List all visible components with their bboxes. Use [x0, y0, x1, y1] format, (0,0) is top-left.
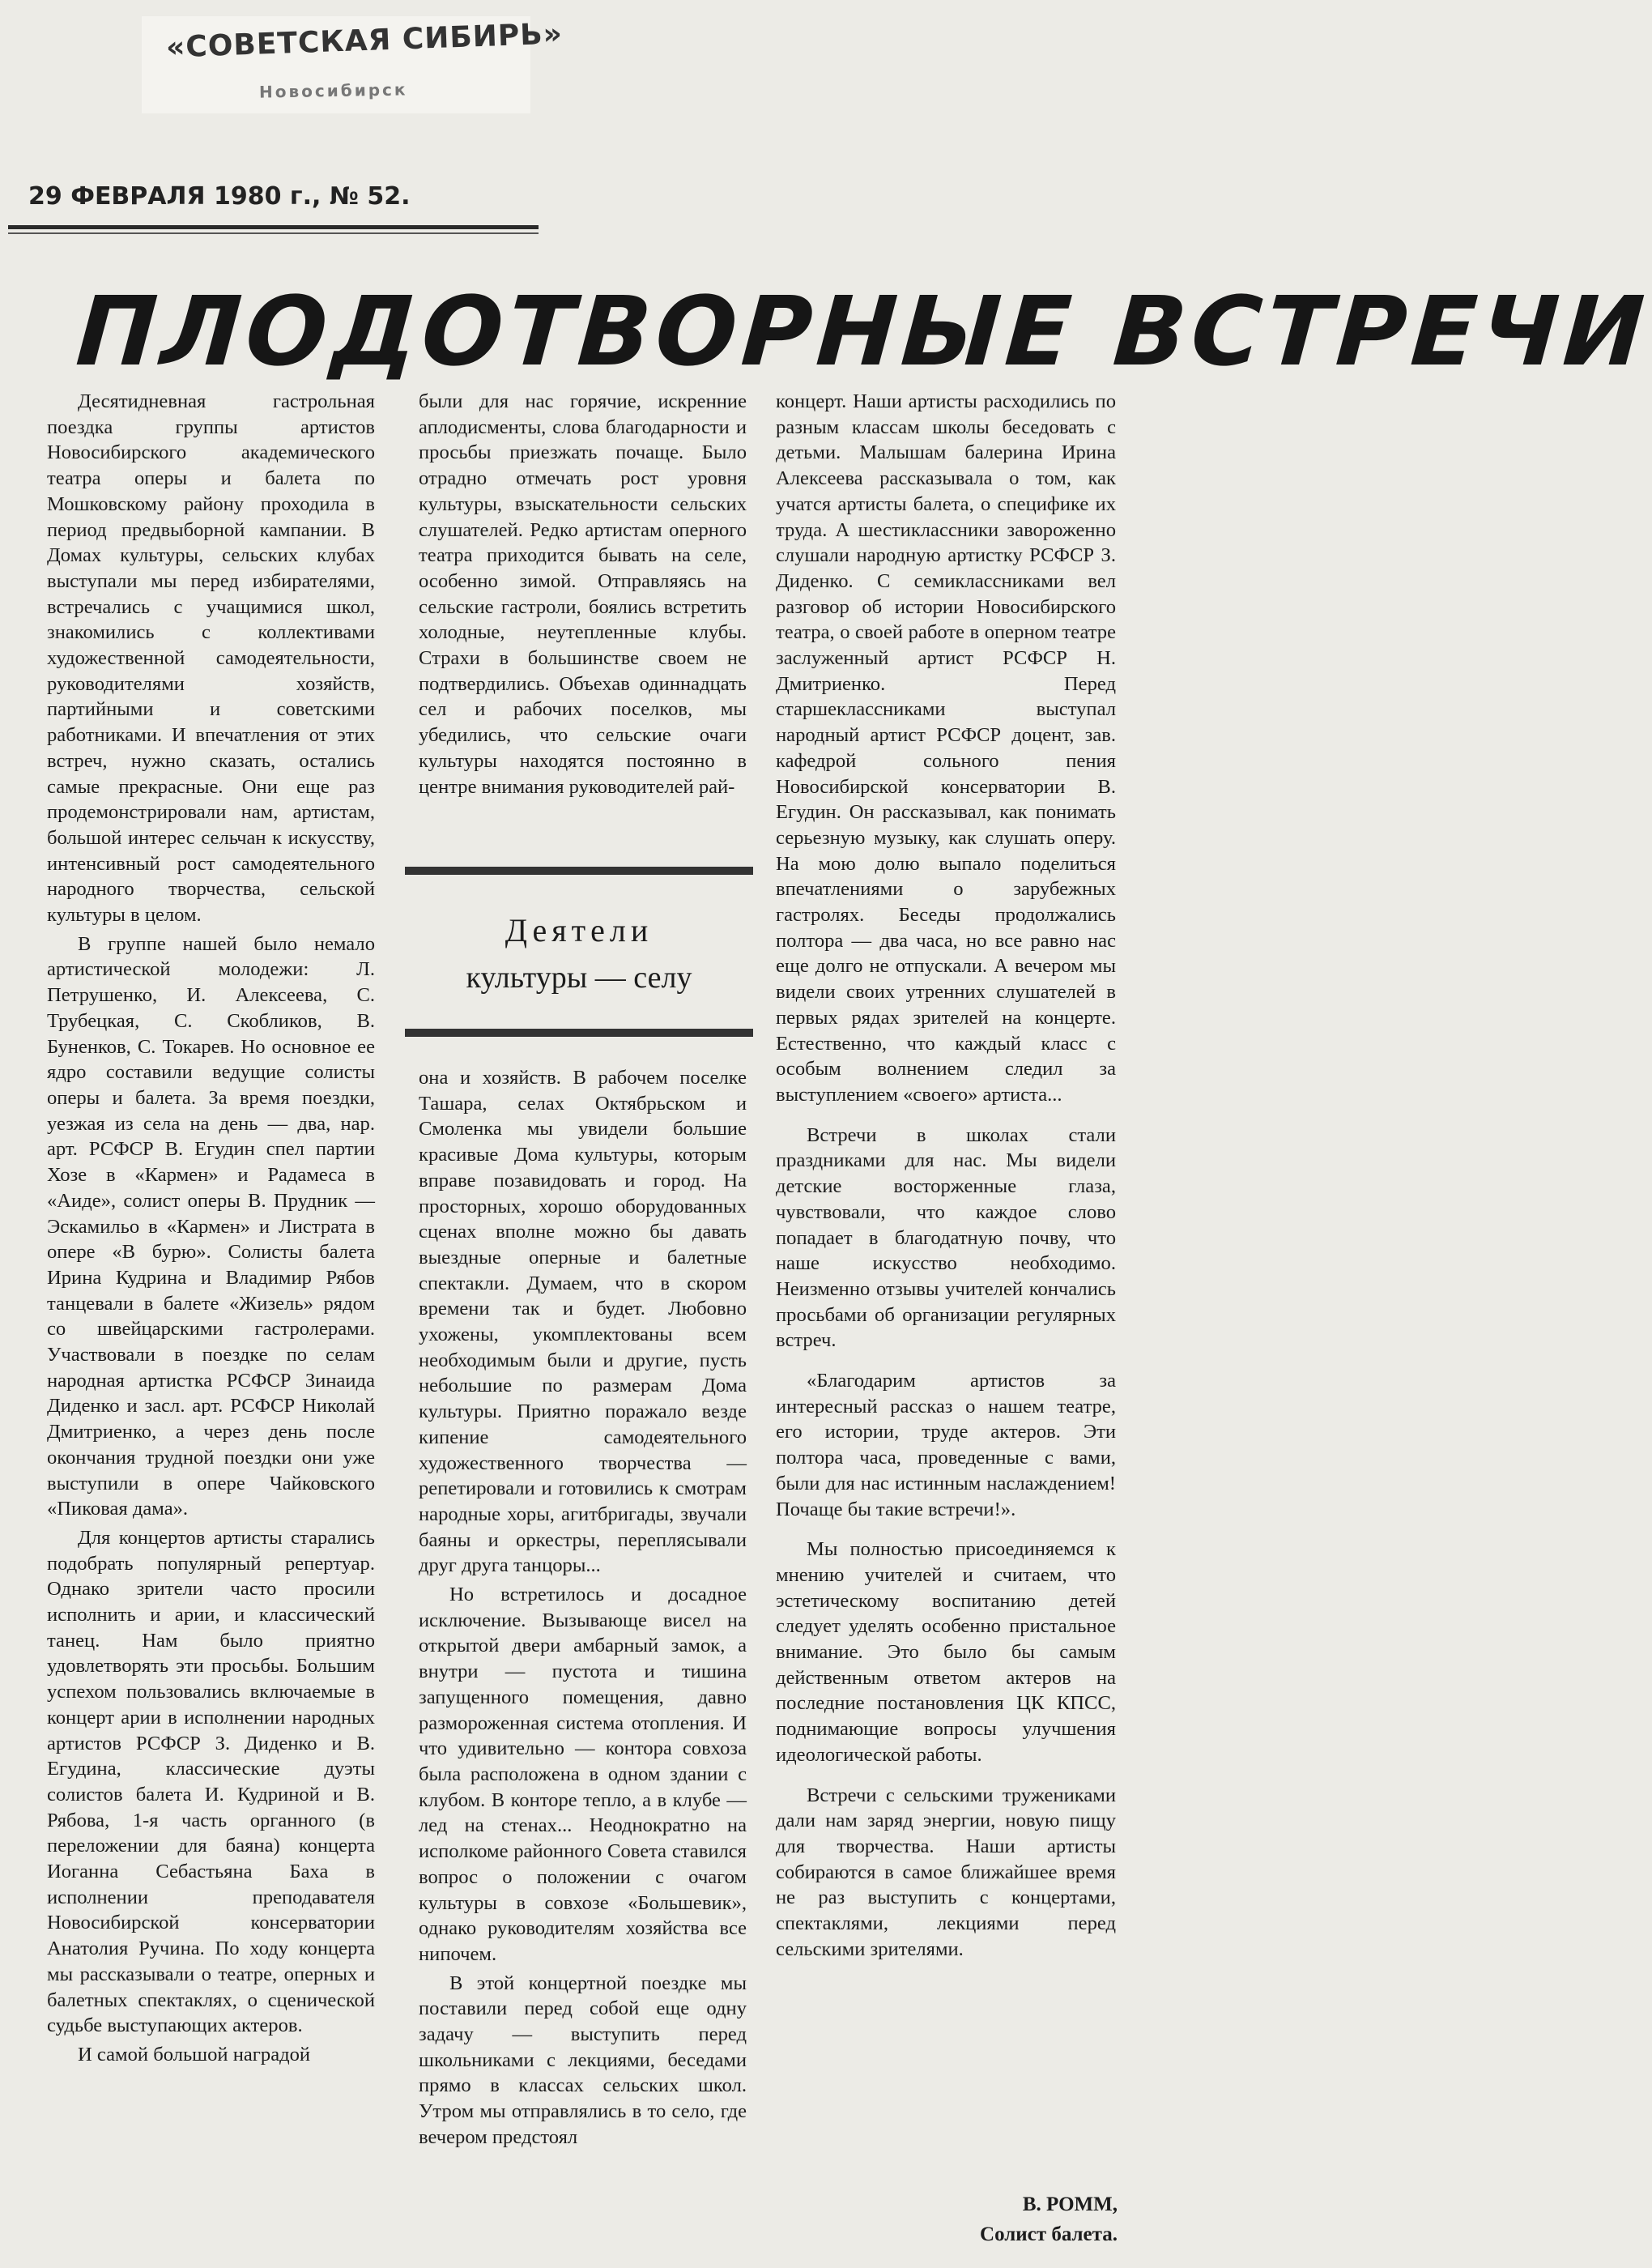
rubric-line-2: культуры — селу — [466, 961, 692, 995]
author-title: Солист балета. — [980, 2223, 1118, 2245]
rubric-rule-bottom — [405, 1029, 753, 1037]
paragraph: были для нас горячие, искренние аплодисменты, слова благодарности и просьбы приезжать почаще. Было отрадно отмечать рост уровня культуры, взыскательности сельских слушателей. Редко артистам оперного театра приходится бывать на селе, особенно зимой. Отправляясь на сельские гастроли, боялись встретить холодные, неутепленные клубы. Страхи в большинстве своем не подтвердились. Объехав одиннадцать сел и рабочих поселков, мы убедились, что сельские очаги культуры находятся постоянно в центре внимания руководителей рай- — [419, 390, 747, 798]
quote-paragraph: «Благодарим артистов за интересный рассказ о нашем театре, его истории, труде актеров. Эти полтора часа, проведенные с вами, были для нас истинным наслаждением! Почаще бы такие встречи!». — [776, 1370, 1116, 1520]
rubric-line-1: Деятели — [505, 912, 654, 949]
rubric-box — [405, 850, 753, 1041]
paragraph: И самой большой наградой — [78, 2044, 311, 2066]
paragraph: Для концертов артисты старались подобрать популярный репертуар. Однако зрители часто просили исполнить и арии, и классический танец. Нам было приятно удовлетворять эти просьбы. Большим успехом пользовались включаемые в концерт арии в исполнении народных артистов РСФСР З. Диденко и В. Егудина, классические дуэты солистов балета И. Кудриной и В. Рябова, 1-я часть органного (в переложении для баяна) концерта Иоганна Себастьяна Баха в исполнении преподавателя Новосибирской консерватории Анатолия Ручина. По ходу концерта мы рассказывали о театре, оперных и балетных спектаклях, о сценической судьбе выступающих актеров. — [47, 1526, 375, 2037]
paragraph: Но встретилось и досадное исключение. Вызывающе висел на открытой двери амбарный замок, а внутри — пустота и тишина запущенного помещения, давно размороженная система отопления. И что удивительно — контора совхоза была расположена в одном здании с клубом. В конторе тепло, а в клубе — лед на стенах... Неоднократно на исполкоме районного Совета ставился вопрос о положении с очагом культуры в совхозе «Большевик», однако руководителям хозяйства все нипочем. — [419, 1584, 747, 1965]
article-column-2-top — [419, 389, 747, 803]
paragraph: она и хозяйств. В рабочем поселке Ташара, селах Октябрьском и Смоленка мы увидели большие красивые Дома культуры, которым вправе позавидовать и город. На просторных, хорошо оборудованных сценах вполне можно бы давать выездные оперные и балетные спектакли. Думаем, что в скором времени так и будет. Любовно ухожены, укомплектованы всем необходимым были и другие, пусть небольшие по размерам Дома культуры. Приятно поражало везде кипение самодеятельного художественного творчества — репетировали и готовились к смотрам народные хоры, агитбригады, звучали баяны и оркестры, переплясывали друг друга танцоры... — [419, 1067, 747, 1577]
header-rule — [8, 225, 539, 229]
paragraph: Десятидневная гастрольная поездка группы артистов Новосибирского академического театра оперы и балета по Мошковскому району проходила в период предвыборной кампании. В Домах культуры, сельских клубах выступали мы перед избирателями, встречались с учащимися школ, знакомились с коллективами художественной самодеятельности, руководителями хозяйств, партийными и советскими работниками. И впечатления от этих встреч, нужно сказать, остались самые прекрасные. Они еще раз продемонстрировали нам, артистам, большой интерес сельчан к искусству, интенсивный рост самодеятельного народного творчества, сельской культуры в целом. — [47, 390, 375, 927]
article-column-3 — [776, 389, 1116, 1965]
article-headline: ПЛОДОТВОРНЫЕ ВСТРЕЧИ — [73, 275, 1652, 387]
paragraph: Встречи с сельскими тружениками дали нам заряд энергии, новую пищу для творчества. Наши артисты собираются в самое ближайшее время не раз выступить с концертами, спектаклями, лекциями перед сельскими зрителями. — [776, 1784, 1116, 1960]
paragraph: Встречи в школах стали праздниками для нас. Мы видели детские восторженные глаза, чувствовали, что каждое слово попадает в благодатную почву, что наше искусство необходимо. Неизменно отзывы учителей кончались просьбами об организации регулярных встреч. — [776, 1123, 1116, 1352]
article-column-1 — [47, 389, 375, 2071]
article-column-2-bottom — [419, 1065, 747, 2154]
paragraph: В группе нашей было немало артистической молодежи: Л. Петрушенко, И. Алексеева, С. Трубецкая, С. Скобликов, В. Буненков, С. Токарев. Но основное ее ядро составили ведущие солисты оперы и балета. За время поездки, уезжая из села на день — два, нар. арт. РСФСР В. Егудин спел партии Хозе в «Кармен» и Радамеса в «Аиде», солист оперы В. Прудник — Эскамильо в «Кармен» и Листрата в опере «В бурю». Солисты балета Ирина Кудрина и Владимир Рябов танцевали в балете «Жизель» рядом со швейцарскими гастролерами. Участвовали в поездке по селам народная артистка РСФСР Зинаида Диденко и засл. арт. РСФСР Николай Дмитриенко, а через день после окончания трудной поездки они уже выступили в опере Чайковского «Пиковая дама». — [47, 932, 375, 1520]
author-signature: В. РОММ, — [1022, 2193, 1118, 2215]
paragraph: В этой концертной поездке мы поставили перед собой еще одну задачу — выступить перед школьниками с лекциями, беседами прямо в классах сельских школ. Утром мы отправлялись в то село, где вечером предстоял — [419, 1972, 747, 2148]
city-stamp: Новосибирск — [258, 79, 408, 102]
rubric-rule-top — [405, 867, 753, 875]
issue-dateline: 29 ФЕВРАЛЯ 1980 г., № 52. — [28, 182, 411, 211]
newspaper-name-stamp: «СОВЕТСКАЯ СИБИРЬ» — [165, 17, 564, 65]
paragraph: Мы полностью присоединяемся к мнению учителей и считаем, что эстетическому воспитанию детей следует уделять особенно пристальное внимание. Это было бы самым действенным ответом актеров на последние постановления ЦК КПСС, поднимающие вопросы улучшения идеологической работы. — [776, 1538, 1116, 1766]
paragraph: концерт. Наши артисты расходились по разным классам школы беседовать с детьми. Малышам балерина Ирина Алексеева рассказывала о том, как учатся артисты балета, о специфике их труда. А шестиклассники завороженно слушали народную артистку РСФСР З. Диденко. С семиклассниками вел разговор об истории Новосибирского театра, о своей работе в оперном театре заслуженный артист РСФСР Н. Дмитриенко. Перед старшеклассниками выступал народный артист РСФСР доцент, зав. кафедрой сольного пения Новосибирской консерватории В. Егудин. Он рассказывал, как понимать серьезную музыку, как слушать оперу. На мою долю выпало поделиться впечатлениями о зарубежных гастролях. Беседы продолжались полтора — два часа, но все равно нас еще долго не отпускали. А вечером мы видели своих утренних слушателей в первых рядах зрителей на концерте. Естественно, что каждый класс с особым волнением следил за выступлением «своего» артиста... — [776, 390, 1116, 1106]
header-rule-thin — [8, 232, 539, 234]
